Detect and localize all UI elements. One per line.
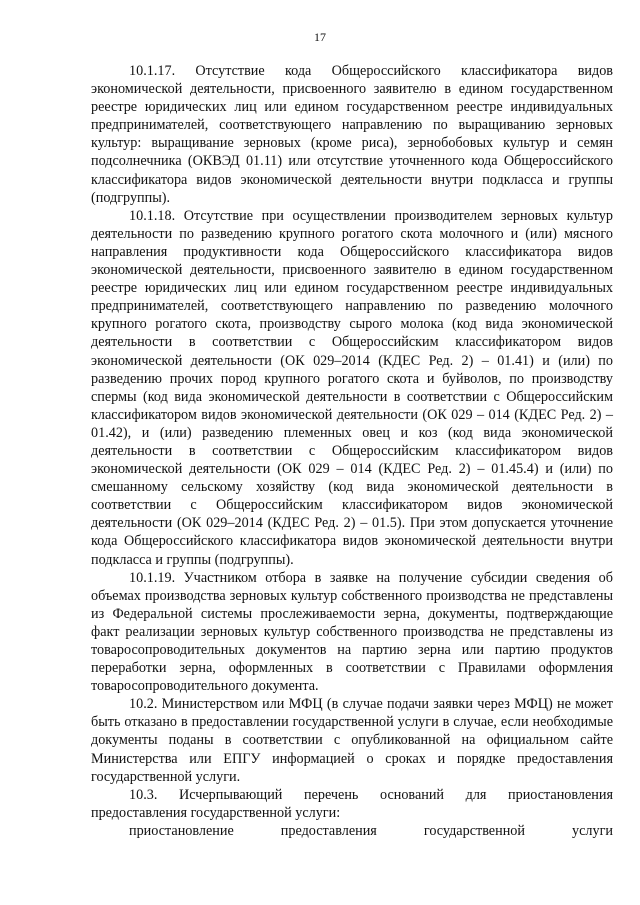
page-number: 17 bbox=[314, 30, 326, 44]
paragraph-10-2: 10.2. Министерством или МФЦ (в случае подачи заявки через МФЦ) не может быть отказано в предоставлении государственной услуги в случае, если необходимые документы поданы в соответствии с опубликованной на официальном сайте Министерства или ЕПГУ информацией о сроках и порядке предоставления государственной услуги. bbox=[91, 696, 613, 785]
document-body bbox=[91, 62, 613, 840]
paragraph-10-3: 10.3. Исчерпывающий перечень оснований для приостановления предоставления государственной услуги: bbox=[91, 786, 613, 821]
paragraph-10-1-19: 10.1.19. Участником отбора в заявке на получение субсидии сведения об объемах производства зерновых культур собственного производства не представлены из Федеральной системы прослеживаемости зерна, документы, подтверждающие факт реализации зерновых культур собственного производства не представлены из товаросопроводительных документов на партию зерна или партию продуктов переработки зерна, оформленных в соответствии с Правилами оформления товаросопроводительного документа. bbox=[91, 569, 613, 695]
paragraph-10-1-18: 10.1.18. Отсутствие при осуществлении производителем зерновых культур деятельности по разведению крупного рогатого скота молочного и (или) мясного направления продуктивности кода Общероссийского классификатора видов экономической деятельности, присвоенного заявителю в едином государственном реестре юридических лиц или едином государственном реестре индивидуальных предпринимателей, соответствующего направлению по разведению молочного крупного рогатого скота, производству сырого молока (код вида экономической деятельности в соответствии с Общероссийским классификатором видов экономической деятельности (ОК 029–2014 (КДЕС Ред. 2) – 01.41) и (или) по разведению прочих пород крупного рогатого скота и буйволов, по производству спермы (код вида экономической деятельности в соответствии с Общероссийским классификатором видов экономической деятельности (ОК 029 – 014 (КДЕС Ред. 2) – 01.42), и (или) разведению племенных овец и коз (код вида экономической деятельности в соответствии с Общероссийским классификатором видов экономической деятельности (ОК 029 – 014 (КДЕС Ред. 2) – 01.45.4) и (или) по смешанному сельскому хозяйству (код вида экономической деятельности в соответствии с Общероссийским классификатором видов экономической деятельности (ОК 029–2014 (КДЕС Ред. 2) – 01.5). При этом допускается уточнение кода Общероссийского классификатора видов экономической деятельности внутри подкласса и группы (подгруппы). bbox=[91, 207, 613, 568]
paragraph-10-1-17: 10.1.17. Отсутствие кода Общероссийского классификатора видов экономической деятельности, присвоенного заявителю в едином государственном реестре юридических лиц или едином государственном реестре индивидуальных предпринимателей, соответствующего направлению по выращиванию зерновых культур: выращивание зерновых (кроме риса), зернобобовых культур и семян подсолнечника (ОКВЭД 01.11) или отсутствие уточненного кода Общероссийского классификатора видов экономической деятельности внутри подкласса и группы (подгруппы). bbox=[91, 63, 613, 206]
paragraph-suspension: приостановление предоставления государственной услуги bbox=[129, 822, 613, 839]
